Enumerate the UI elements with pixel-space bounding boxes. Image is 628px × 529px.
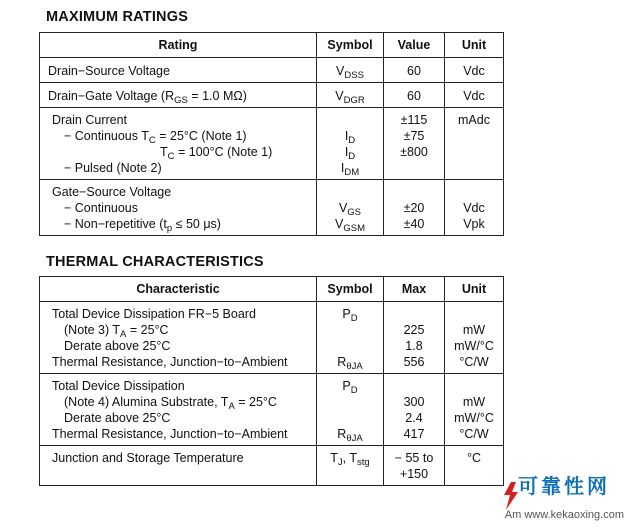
unit-cell: [445, 180, 504, 236]
unit-line: °C/W: [459, 355, 489, 369]
rating-cell: [40, 58, 317, 83]
table-row: [40, 446, 504, 486]
value-line: − 55 to: [394, 451, 434, 465]
unit-cell: [445, 83, 504, 108]
unit-line: mW: [462, 395, 486, 409]
value-line: 225: [403, 323, 425, 337]
unit-cell: [445, 108, 504, 180]
symbol-value: $V_{DGR}$: [335, 89, 365, 106]
symbol-value: $I_D$: [344, 145, 356, 162]
symbol-value: $V_{GS}$: [338, 201, 362, 218]
thermal-title: THERMAL CHARACTERISTICS: [46, 254, 264, 270]
rating-cell: [40, 374, 317, 446]
unit-line: mW/°C: [454, 339, 494, 353]
table-header-row: [40, 33, 504, 58]
table-row: [40, 374, 504, 446]
rating-line: Derate above 25°C: [64, 411, 171, 425]
rating-line: Junction and Storage Temperature: [52, 451, 244, 465]
rating-line: − Continuous $T_C = 25^\circ C$ (Note 1): [64, 129, 247, 146]
symbol-value: $R_{\theta JA}$: [337, 355, 363, 372]
table-row: [40, 108, 504, 180]
value-cell: [384, 180, 445, 236]
rating-line: − Pulsed (Note 2): [64, 161, 162, 175]
unit-line: Vdc: [463, 201, 485, 215]
rating-line: − Non−repetitive ($t_p \le 50$ μs): [64, 217, 221, 234]
value-line: ±75: [403, 129, 425, 143]
value-line: 556: [403, 355, 425, 369]
rating-cell: [40, 180, 317, 236]
unit-line: mW/°C: [454, 411, 494, 425]
rating-cell: [40, 83, 317, 108]
header-value: Value: [384, 33, 445, 58]
max-ratings-title: MAXIMUM RATINGS: [46, 9, 189, 25]
unit-cell: [445, 58, 504, 83]
unit-cell: [445, 302, 504, 374]
symbol-cell: [317, 58, 384, 83]
rating-line: Drain−Source Voltage: [48, 64, 170, 78]
value-line: 1.8: [405, 339, 423, 353]
value-line: 2.4: [405, 411, 423, 425]
header-symbol: Symbol: [317, 277, 384, 302]
unit-line: mW: [462, 323, 486, 337]
rating-line: Derate above 25°C: [64, 339, 171, 353]
value-line: ±115: [400, 113, 428, 127]
unit-line: °C: [466, 451, 482, 465]
max-ratings-table: [39, 32, 504, 236]
value-line: ±20: [403, 201, 425, 215]
value-line: [384, 184, 444, 200]
symbol-value: [317, 322, 383, 338]
watermark-cn: 可靠性网: [518, 474, 610, 498]
unit-line: [445, 306, 503, 322]
header-unit: Unit: [445, 33, 504, 58]
rating-line: Drain−Gate Voltage ($R_{GS} = 1.0$ MΩ): [48, 89, 247, 106]
symbol-value: $V_{DSS}$: [336, 64, 364, 81]
symbol-cell: [317, 302, 384, 374]
symbol-value: [317, 184, 383, 200]
rating-cell: [40, 446, 317, 486]
symbol-value: [317, 394, 383, 410]
symbol-value: $P_D$: [342, 307, 358, 324]
rating-line: Thermal Resistance, Junction−to−Ambient: [52, 355, 288, 369]
symbol-cell: [317, 446, 384, 486]
unit-line: [445, 378, 503, 394]
value-cell: [384, 446, 445, 486]
table-row: [40, 180, 504, 236]
watermark-url: Am www.kekaoxing.com: [504, 509, 624, 521]
rating-line: $T_C = 100^\circ C$ (Note 1): [160, 145, 273, 162]
value-line: 60: [407, 89, 421, 103]
header-unit: Unit: [445, 277, 504, 302]
table-row: [40, 58, 504, 83]
unit-line: °C/W: [459, 427, 489, 441]
value-cell: [384, 108, 445, 180]
symbol-value: $I_D$: [344, 129, 356, 146]
value-line: 417: [403, 427, 425, 441]
value-cell: [384, 83, 445, 108]
symbol-value: $P_D$: [342, 379, 358, 396]
rating-line: − Continuous: [64, 201, 139, 215]
table-row: [40, 302, 504, 374]
symbol-value: [317, 338, 383, 354]
value-line: 60: [407, 64, 421, 78]
symbol-value: $V_{GSM}$: [335, 217, 365, 234]
symbol-value: $R_{\theta JA}$: [337, 427, 363, 444]
unit-line: Vdc: [463, 64, 485, 78]
rating-line: Thermal Resistance, Junction−to−Ambient: [52, 427, 288, 441]
rating-cell: [40, 108, 317, 180]
value-line: 300: [403, 395, 425, 409]
header-characteristic: Characteristic: [40, 277, 317, 302]
value-cell: [384, 302, 445, 374]
value-cell: [384, 58, 445, 83]
symbol-cell: [317, 374, 384, 446]
symbol-value: $I_{DM}$: [340, 161, 360, 178]
unit-line: mAdc: [458, 113, 490, 127]
unit-line: Vdc: [463, 89, 485, 103]
symbol-value: $T_J$, $T_{stg}$: [330, 451, 370, 468]
rating-line: (Note 4) Alumina Substrate, $T_A = 25^\circ C$: [64, 395, 277, 412]
rating-line: Total Device Dissipation: [52, 379, 185, 393]
symbol-value: [317, 410, 383, 426]
unit-cell: [445, 374, 504, 446]
thermal-table: [39, 276, 504, 486]
header-rating: Rating: [40, 33, 317, 58]
symbol-cell: [317, 108, 384, 180]
unit-line: [445, 184, 503, 200]
rating-line: Gate−Source Voltage: [52, 185, 172, 199]
rating-line: Drain Current: [52, 113, 128, 127]
unit-line: Vpk: [463, 217, 485, 231]
rating-line: Total Device Dissipation FR−5 Board: [52, 307, 256, 321]
rating-cell: [40, 302, 317, 374]
value-line: ±800: [400, 145, 428, 159]
unit-cell: [445, 446, 504, 486]
table-row: [40, 83, 504, 108]
symbol-cell: [317, 83, 384, 108]
value-line: [384, 378, 444, 394]
symbol-value: [317, 112, 383, 128]
value-line: ±40: [403, 217, 425, 231]
rating-line: (Note 3) $T_A = 25^\circ C$: [64, 323, 169, 340]
header-symbol: Symbol: [317, 33, 384, 58]
value-line: +150: [399, 467, 429, 481]
value-cell: [384, 374, 445, 446]
table-header-row: [40, 277, 504, 302]
header-max: Max: [384, 277, 445, 302]
symbol-cell: [317, 180, 384, 236]
value-line: [384, 306, 444, 322]
